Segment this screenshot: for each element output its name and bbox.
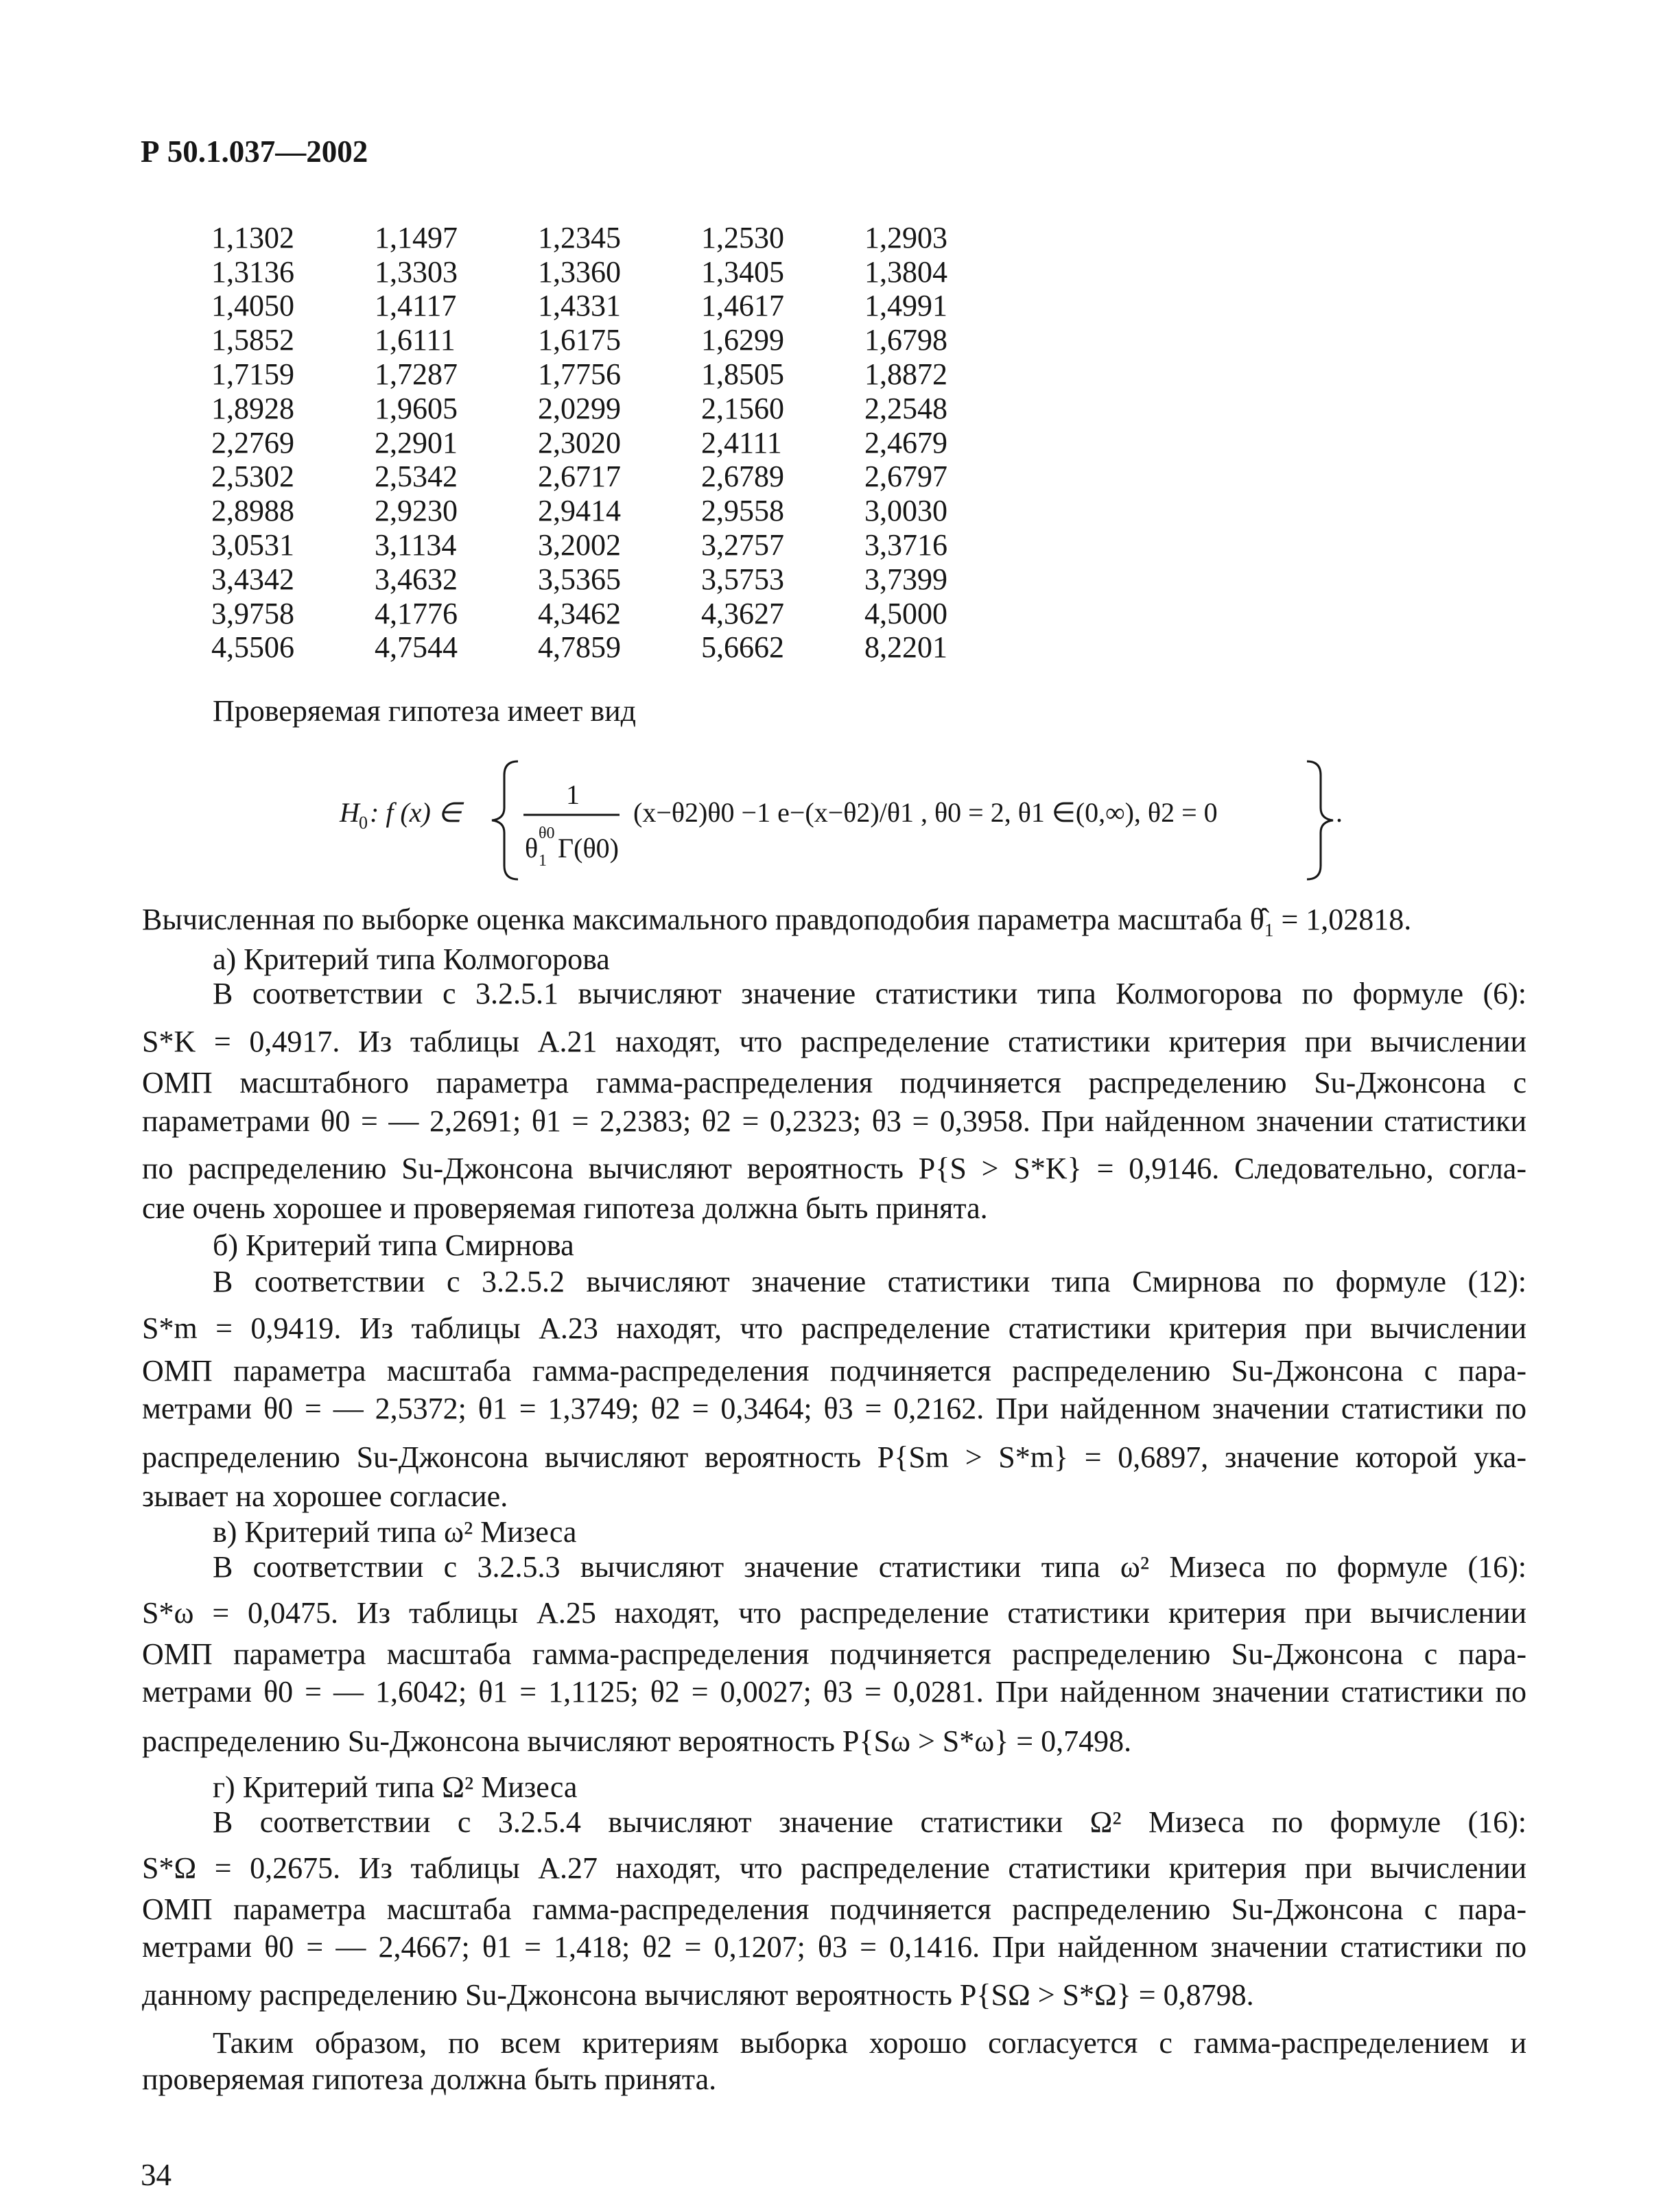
table-cell: 3,2002 (538, 528, 621, 562)
mle-value: = 1,02818. (1273, 903, 1412, 936)
table-cell: 1,2345 (538, 220, 621, 254)
table-cell: 3,2757 (701, 528, 784, 562)
table-cell: 1,7287 (375, 357, 458, 392)
table-cell: 1,2903 (864, 220, 947, 254)
section-d-line-3: ОМП параметра масштаба гамма-распределения подчиняется распределению Su-Джонсона с пара- (142, 1892, 1526, 1926)
table-cell: 1,2530 (701, 220, 784, 254)
section-c-title: в) Критерий типа ω² Мизеса (213, 1515, 577, 1549)
left-brace (492, 761, 518, 879)
table-cell: 1,6175 (538, 323, 621, 357)
conclusion-line-1: Таким образом, по всем критериям выборка хорошо согласуется с гамма-распределением и (213, 2026, 1526, 2060)
table-row (211, 392, 1028, 426)
section-b-line-4: метрами θ0 = — 2,5372; θ1 = 1,3749; θ2 = 0,3464; θ3 = 0,2162. При найденном значении статистики по (142, 1392, 1526, 1425)
table-cell: 1,9605 (375, 391, 458, 425)
table-cell: 2,6717 (538, 460, 621, 494)
section-b-title: б) Критерий типа Смирнова (213, 1228, 574, 1262)
section-d-line-4: метрами θ0 = — 2,4667; θ1 = 1,418; θ2 = 0,1207; θ3 = 0,1416. При найденном значении статистики по (142, 1930, 1526, 1964)
hypothesis-intro: Проверяемая гипотеза имеет вид (213, 694, 637, 728)
table-row (211, 221, 1028, 255)
table-cell: 2,4679 (864, 425, 947, 460)
table-cell: 1,4617 (701, 289, 784, 323)
conclusion-line-2: проверяемая гипотеза должна быть принята. (142, 2062, 717, 2096)
table-cell: 2,2548 (864, 391, 947, 425)
h0-sub: 0 (359, 813, 368, 833)
table-cell: 4,3462 (538, 596, 621, 630)
table-cell: 1,7756 (538, 357, 621, 392)
table-cell: 3,0030 (864, 494, 947, 528)
section-a-line-3: ОМП масштабного параметра гамма-распределения подчиняется распределению Su-Джонсона с (142, 1066, 1526, 1099)
table-cell: 1,6299 (701, 323, 784, 357)
den-sup: θ0 (539, 824, 555, 842)
section-a-line-5: по распределению Su-Джонсона вычисляют вероятность P{S > S*K} = 0,9146. Следовательно, согла- (142, 1152, 1526, 1185)
table-cell: 1,4050 (211, 289, 294, 323)
h0-label: H (340, 797, 359, 828)
table-cell: 1,3360 (538, 254, 621, 289)
table-row (211, 426, 1028, 460)
table-row (211, 323, 1028, 357)
section-b-line-6: зывает на хорошее согласие. (142, 1479, 508, 1513)
table-cell: 1,8872 (864, 357, 947, 392)
table-cell: 1,3804 (864, 254, 947, 289)
table-cell: 2,5302 (211, 460, 294, 494)
table-row (211, 597, 1028, 631)
table-cell: 1,6111 (375, 323, 456, 357)
table-row (211, 631, 1028, 665)
table-cell: 3,0531 (211, 528, 294, 562)
section-c-line-1: В соответствии с 3.2.5.3 вычисляют значение статистики типа ω² Мизеса по формуле (16): (213, 1550, 1526, 1584)
document-header: Р 50.1.037—2002 (141, 134, 368, 169)
fraction-numerator: 1 (566, 779, 580, 810)
table-row (211, 494, 1028, 528)
section-d-title: г) Критерий типа Ω² Мизеса (213, 1770, 578, 1804)
table-cell: 2,9558 (701, 494, 784, 528)
table-cell: 2,8988 (211, 494, 294, 528)
table-cell: 2,5342 (375, 460, 458, 494)
table-cell: 1,3303 (375, 254, 458, 289)
section-b-line-2: S*m = 0,9419. Из таблицы А.23 находят, что распределение статистики критерия при вычислении (142, 1311, 1526, 1345)
section-a-line-4: параметрами θ0 = — 2,2691; θ1 = 2,2383; θ2 = 0,2323; θ3 = 0,3958. При найденном значении статистики (142, 1104, 1526, 1138)
mle-text: Вычисленная по выборке оценка максимального правдоподобия параметра масштаба θ̂ (142, 903, 1264, 936)
table-row (211, 289, 1028, 324)
table-row (211, 562, 1028, 597)
table-cell: 2,0299 (538, 391, 621, 425)
table-cell: 4,3627 (701, 596, 784, 630)
den-sub: 1 (539, 852, 547, 870)
table-cell: 2,1560 (701, 391, 784, 425)
table-row (211, 255, 1028, 289)
section-d-line-1: В соответствии с 3.2.5.4 вычисляют значение статистики Ω² Мизеса по формуле (16): (213, 1805, 1526, 1839)
table-cell: 1,4117 (375, 289, 457, 323)
table-cell: 1,1497 (375, 220, 458, 254)
mle-sub: 1 (1264, 919, 1274, 940)
table-cell: 2,3020 (538, 425, 621, 460)
table-cell: 3,5365 (538, 562, 621, 596)
table-cell: 2,4111 (701, 425, 782, 460)
section-b-line-3: ОМП параметра масштаба гамма-распределения подчиняется распределению Su-Джонсона с пара- (142, 1354, 1526, 1388)
table-cell: 2,6789 (701, 460, 784, 494)
section-a-line-1: В соответствии с 3.2.5.1 вычисляют значение статистики типа Колмогорова по формуле (6): (213, 977, 1526, 1010)
table-cell: 4,5506 (211, 630, 294, 665)
den-theta: θ (525, 833, 539, 864)
den-gamma: Γ(θ0) (558, 833, 619, 864)
section-a-line-6: сие очень хорошее и проверяемая гипотеза должна быть принята. (142, 1191, 988, 1225)
table-cell: 1,6798 (864, 323, 947, 357)
formula-body: (x−θ2)θ0 −1 e−(x−θ2)/θ1 , θ0 = 2, θ1 ∈(0,∞), θ2 = 0 (633, 797, 1218, 828)
hypothesis-formula (340, 748, 1341, 885)
table-cell: 1,3405 (701, 254, 784, 289)
table-cell: 3,1134 (375, 528, 457, 562)
table-cell: 1,8928 (211, 391, 294, 425)
table-row (211, 528, 1028, 562)
table-cell: 8,2201 (864, 630, 947, 665)
table-cell: 3,9758 (211, 596, 294, 630)
section-a-title: а) Критерий типа Колмогорова (213, 942, 610, 976)
table-cell: 3,5753 (701, 562, 784, 596)
right-brace (1307, 761, 1333, 879)
data-table (211, 221, 1028, 665)
mle-line (142, 900, 1411, 940)
section-c-line-3: ОМП параметра масштаба гамма-распределения подчиняется распределению Su-Джонсона с пара- (142, 1637, 1526, 1671)
table-cell: 1,7159 (211, 357, 294, 392)
table-cell: 4,7859 (538, 630, 621, 665)
section-d-line-2: S*Ω = 0,2675. Из таблицы А.27 находят, что распределение статистики критерия при вычислении (142, 1851, 1526, 1885)
table-cell: 3,4632 (375, 562, 458, 596)
section-b-line-5: распределению Su-Джонсона вычисляют вероятность P{Sm > S*m} = 0,6897, значение которой ука- (142, 1440, 1526, 1474)
table-row (211, 357, 1028, 392)
table-cell: 2,6797 (864, 460, 947, 494)
table-cell: 1,4991 (864, 289, 947, 323)
section-c-line-5: распределению Su-Джонсона вычисляют вероятность P{Sω > S*ω} = 0,7498. (142, 1724, 1132, 1758)
table-cell: 3,7399 (864, 562, 947, 596)
table-cell: 4,7544 (375, 630, 458, 665)
formula-end: . (1336, 797, 1343, 828)
table-cell: 4,1776 (375, 596, 458, 630)
table-cell: 2,2769 (211, 425, 294, 460)
table-cell: 2,2901 (375, 425, 458, 460)
table-cell: 5,6662 (701, 630, 784, 665)
table-cell: 1,5852 (211, 323, 294, 357)
section-a-line-2: S*K = 0,4917. Из таблицы А.21 находят, что распределение статистики критерия при вычислении (142, 1025, 1526, 1058)
page-number: 34 (141, 2158, 172, 2192)
table-cell: 3,4342 (211, 562, 294, 596)
table-cell: 4,5000 (864, 596, 947, 630)
table-cell: 2,9230 (375, 494, 458, 528)
table-cell: 2,9414 (538, 494, 621, 528)
section-c-line-4: метрами θ0 = — 1,6042; θ1 = 1,1125; θ2 = 0,0027; θ3 = 0,0281. При найденном значении статистики по (142, 1675, 1526, 1709)
section-b-line-1: В соответствии с 3.2.5.2 вычисляют значение статистики типа Смирнова по формуле (12): (213, 1265, 1526, 1298)
section-d-line-5: данному распределению Su-Джонсона вычисляют вероятность P{SΩ > S*Ω} = 0,8798. (142, 1978, 1254, 2012)
table-cell: 1,3136 (211, 254, 294, 289)
fx-label: : f (x) ∈ (370, 797, 462, 828)
section-c-line-2: S*ω = 0,0475. Из таблицы А.25 находят, что распределение статистики критерия при вычислении (142, 1596, 1526, 1630)
table-cell: 3,3716 (864, 528, 947, 562)
table-row (211, 460, 1028, 495)
table-cell: 1,8505 (701, 357, 784, 392)
table-cell: 1,1302 (211, 220, 294, 254)
table-cell: 1,4331 (538, 289, 621, 323)
